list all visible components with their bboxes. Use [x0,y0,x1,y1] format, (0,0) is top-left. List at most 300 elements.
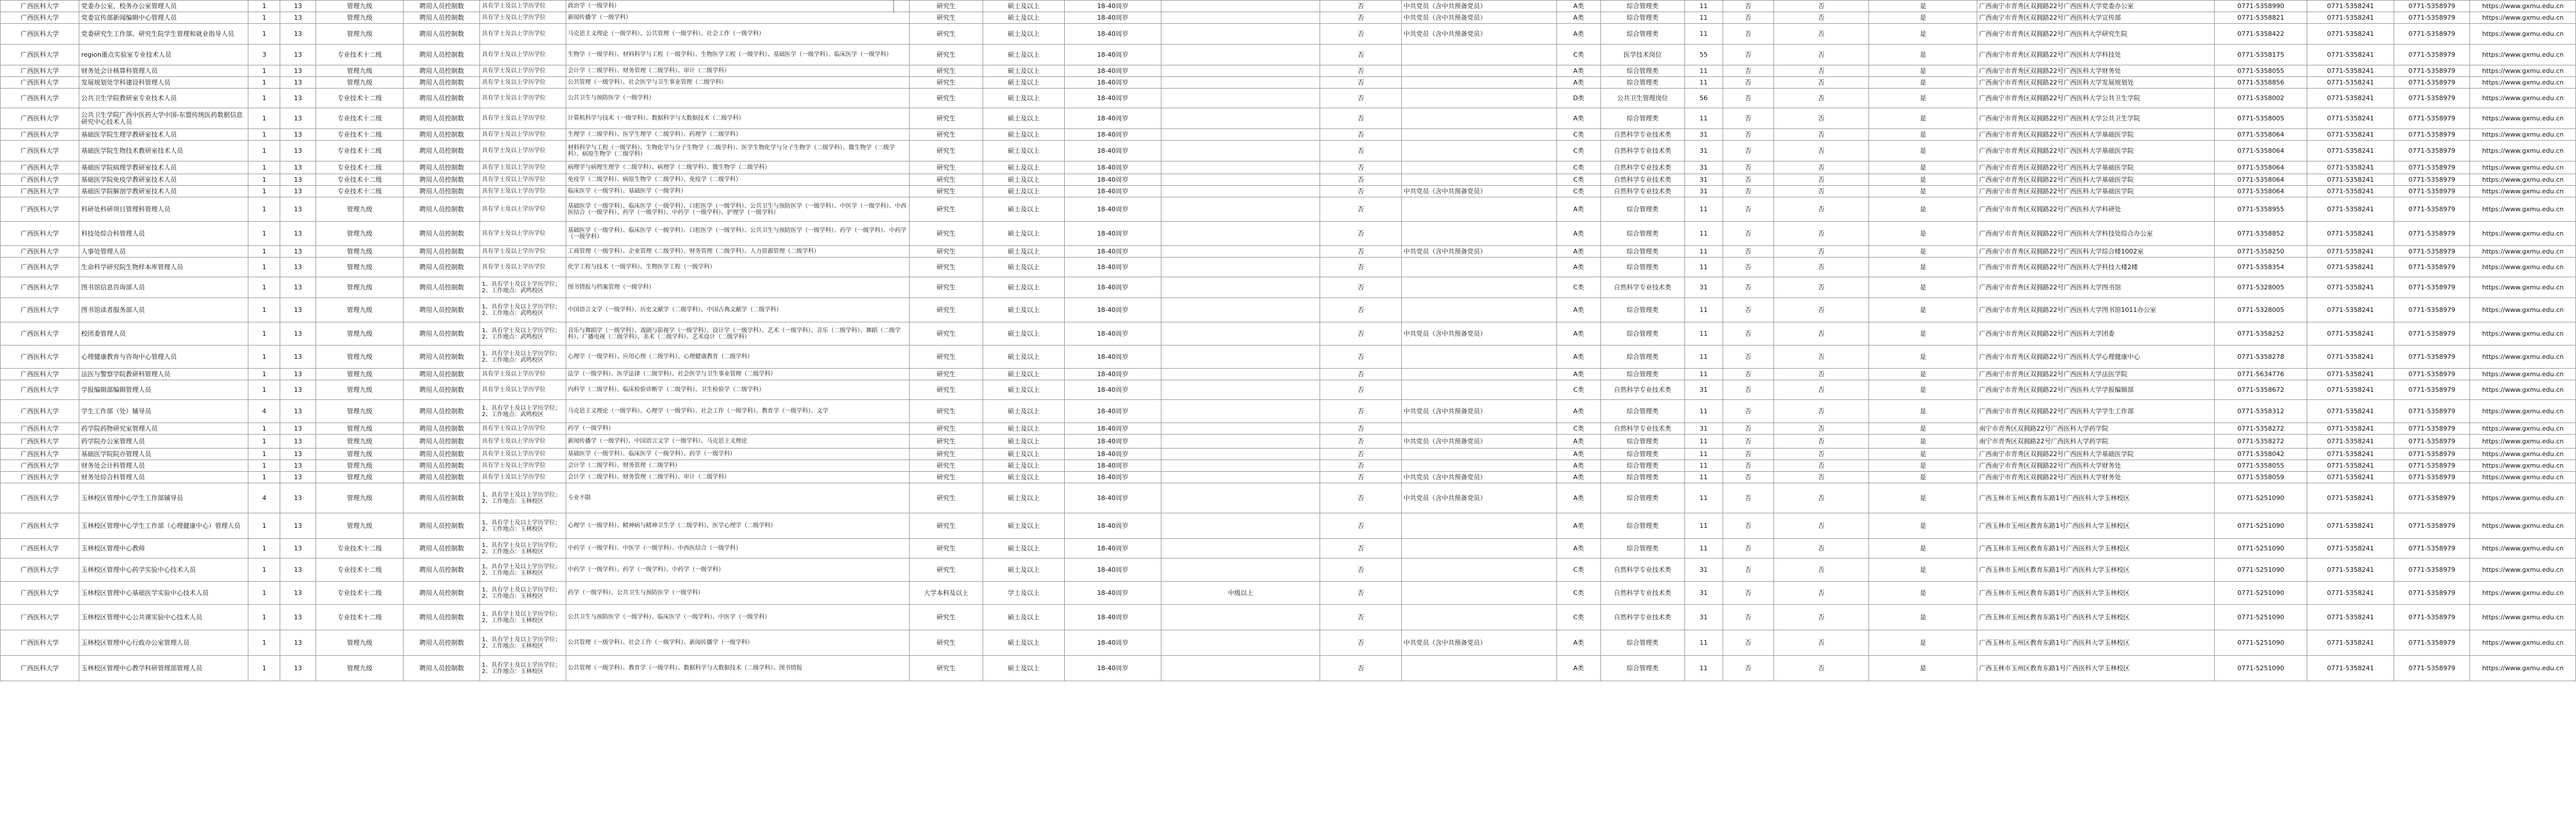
cell-ratio[interactable]: 否 [1773,24,1869,45]
cell-phone[interactable]: 0771-5358856 [2214,77,2307,89]
cell-title-req[interactable] [1161,161,1320,174]
cell-phone[interactable]: 0771-5358990 [2214,1,2307,12]
cell-political[interactable]: 中共党员（含中共预备党员） [1402,483,1557,513]
cell-exempt[interactable]: 否 [1723,141,1773,161]
cell-grassroots[interactable]: 否 [1320,174,1402,186]
cell-phone[interactable]: 0771-5358672 [2214,380,2307,400]
cell-quota[interactable]: 聘用人员控制数 [404,656,480,681]
cell-political[interactable]: 中共党员（含中共预备党员） [1402,630,1557,656]
cell-title-req[interactable] [1161,24,1320,45]
cell-website[interactable]: https://www.gxmu.edu.cn [2470,1,2576,12]
cell-phone[interactable]: 0771-5251090 [2214,656,2307,681]
cell-age[interactable]: 18-40周岁 [1064,277,1161,298]
cell-ratio[interactable]: 否 [1773,277,1869,298]
cell-position[interactable]: region重点实验室专业技术人员 [79,45,248,65]
cell-grade[interactable]: 管理九级 [316,369,404,380]
cell-ratio[interactable]: 否 [1773,472,1869,483]
cell-education[interactable]: 研究生 [909,108,983,129]
cell-category-code[interactable]: 11 [1684,630,1723,656]
cell-address[interactable]: 广西南宁市青秀区双拥路22号广西医科大学发展规划处 [1977,77,2215,89]
cell-category-code[interactable]: 11 [1684,346,1723,369]
cell-fax[interactable]: 0771-5358241 [2307,258,2394,277]
cell-code[interactable]: 13 [280,24,316,45]
cell-degree[interactable]: 硕士及以上 [983,277,1065,298]
cell-code[interactable]: 13 [280,630,316,656]
cell-website[interactable]: https://www.gxmu.edu.cn [2470,380,2576,400]
cell-employer[interactable]: 广西医科大学 [1,582,79,605]
cell-headcount[interactable]: 4 [248,400,280,423]
cell-position[interactable]: 玉林校区管理中心公共课实验中心技术人员 [79,605,248,630]
cell-category[interactable]: 自然科学专业技术类 [1600,423,1684,435]
cell-headcount[interactable]: 1 [248,423,280,435]
cell-grassroots[interactable]: 否 [1320,108,1402,129]
cell-code[interactable]: 13 [280,322,316,346]
cell-grassroots[interactable]: 否 [1320,298,1402,322]
cell-quota[interactable]: 聘用人员控制数 [404,89,480,108]
cell-education[interactable]: 研究生 [909,77,983,89]
cell-category-code[interactable]: 11 [1684,539,1723,559]
cell-headcount[interactable]: 1 [248,559,280,582]
cell-degree[interactable]: 学士及以上 [983,582,1065,605]
cell-exam-type[interactable]: C类 [1557,186,1601,197]
cell-degree[interactable]: 硕士及以上 [983,483,1065,513]
table-row[interactable] [1,513,2576,539]
cell-quota[interactable]: 聘用人员控制数 [404,322,480,346]
cell-quota[interactable]: 聘用人员控制数 [404,483,480,513]
cell-category[interactable]: 自然科学专业技术类 [1600,277,1684,298]
cell-major[interactable]: 工商管理（一级学科）、企业管理（二级学科）、财务管理（二级学科）、人力资源管理（二级学科） [566,246,909,258]
cell-major[interactable]: 音乐与舞蹈学（一级学科）、戏剧与影视学（一级学科）、设计学（一级学科）、艺术（一级学科）、音乐（二级学科）、舞蹈（二级学科）、广播电视（二级学科）、美术（二级学科）、艺术设计（二级学科） [566,322,909,346]
cell-website[interactable]: https://www.gxmu.edu.cn [2470,277,2576,298]
cell-category-code[interactable]: 31 [1684,186,1723,197]
cell-employer[interactable]: 广西医科大学 [1,435,79,449]
cell-political[interactable] [1402,423,1557,435]
cell-exam-type[interactable]: A类 [1557,197,1601,222]
cell-website[interactable]: https://www.gxmu.edu.cn [2470,605,2576,630]
table-row[interactable] [1,12,2576,24]
cell-title-req[interactable] [1161,460,1320,472]
cell-grade[interactable]: 管理九级 [316,400,404,423]
cell-employer[interactable]: 广西医科大学 [1,346,79,369]
cell-code[interactable]: 13 [280,582,316,605]
cell-quota[interactable]: 聘用人员控制数 [404,400,480,423]
table-row[interactable] [1,141,2576,161]
cell-grassroots[interactable]: 否 [1320,65,1402,77]
cell-exempt[interactable]: 否 [1723,346,1773,369]
table-row[interactable] [1,423,2576,435]
cell-ratio[interactable]: 否 [1773,174,1869,186]
cell-grade[interactable]: 专业技术十二级 [316,129,404,141]
cell-website[interactable]: https://www.gxmu.edu.cn [2470,174,2576,186]
cell-age[interactable]: 18-40周岁 [1064,423,1161,435]
cell-exempt[interactable]: 否 [1723,277,1773,298]
cell-requirement[interactable]: 1、具有学士及以上学历学位；2、工作地点：玉林校区 [480,513,566,539]
cell-degree[interactable]: 硕士及以上 [983,460,1065,472]
cell-position[interactable]: 玉林校区管理中心学生工作部（心理健康中心）管理人员 [79,513,248,539]
cell-online[interactable]: 是 [1869,656,1977,681]
cell-major[interactable]: 政治学（一级学科） [566,1,909,12]
cell-employer[interactable]: 广西医科大学 [1,483,79,513]
cell-online[interactable]: 是 [1869,129,1977,141]
cell-category-code[interactable]: 31 [1684,423,1723,435]
cell-position[interactable]: 发展规划处学科建设科管理人员 [79,77,248,89]
cell-age[interactable]: 18-40周岁 [1064,435,1161,449]
cell-website[interactable]: https://www.gxmu.edu.cn [2470,24,2576,45]
cell-employer[interactable]: 广西医科大学 [1,246,79,258]
cell-category-code[interactable]: 11 [1684,298,1723,322]
cell-fax[interactable]: 0771-5358241 [2307,400,2394,423]
cell-age[interactable]: 18-40周岁 [1064,369,1161,380]
cell-age[interactable]: 18-40周岁 [1064,258,1161,277]
cell-requirement[interactable]: 1、具有学士及以上学历学位；2、工作地点：玉林校区 [480,656,566,681]
cell-position[interactable]: 学报编辑部编辑管理人员 [79,380,248,400]
cell-fax[interactable]: 0771-5358241 [2307,513,2394,539]
cell-exempt[interactable]: 否 [1723,197,1773,222]
cell-age[interactable]: 18-40周岁 [1064,559,1161,582]
cell-grade[interactable]: 管理九级 [316,222,404,246]
cell-grade[interactable]: 专业技术十二级 [316,539,404,559]
cell-position[interactable]: 生命科学研究院生物样本库管理人员 [79,258,248,277]
cell-title-req[interactable] [1161,258,1320,277]
cell-exam-type[interactable]: A类 [1557,65,1601,77]
cell-employer[interactable]: 广西医科大学 [1,186,79,197]
cell-quota[interactable]: 聘用人员控制数 [404,246,480,258]
cell-address[interactable]: 广西南宁市青秀区双拥路22号广西医科大学宣传部 [1977,12,2215,24]
cell-requirement[interactable]: 具有学士及以上学历学位 [480,45,566,65]
cell-category-code[interactable]: 11 [1684,435,1723,449]
cell-education[interactable]: 研究生 [909,246,983,258]
cell-employer[interactable]: 广西医科大学 [1,380,79,400]
cell-address[interactable]: 广西南宁市青秀区双拥路22号广西医科大学基础医学院 [1977,129,2215,141]
cell-code[interactable]: 13 [280,161,316,174]
cell-category-code[interactable]: 11 [1684,222,1723,246]
table-row[interactable] [1,186,2576,197]
cell-exam-type[interactable]: A类 [1557,630,1601,656]
cell-online[interactable]: 是 [1869,380,1977,400]
cell-title-req[interactable] [1161,186,1320,197]
cell-category[interactable]: 综合管理类 [1600,346,1684,369]
cell-website[interactable]: https://www.gxmu.edu.cn [2470,369,2576,380]
cell-headcount[interactable]: 1 [248,197,280,222]
cell-code[interactable]: 13 [280,435,316,449]
cell-degree[interactable]: 硕士及以上 [983,513,1065,539]
table-row[interactable] [1,380,2576,400]
cell-category-code[interactable]: 11 [1684,656,1723,681]
cell-online[interactable]: 是 [1869,174,1977,186]
cell-title-req[interactable] [1161,277,1320,298]
cell-phone[interactable]: 0771-5358354 [2214,258,2307,277]
cell-address[interactable]: 南宁市青秀区双拥路22号广西医科大学药学院 [1977,423,2215,435]
cell-exam-type[interactable]: A类 [1557,1,1601,12]
cell-employer[interactable]: 广西医科大学 [1,108,79,129]
cell-online[interactable]: 是 [1869,186,1977,197]
cell-online[interactable]: 是 [1869,197,1977,222]
cell-exempt[interactable]: 否 [1723,45,1773,65]
cell-title-req[interactable] [1161,380,1320,400]
cell-employer[interactable]: 广西医科大学 [1,559,79,582]
cell-headcount[interactable]: 1 [248,1,280,12]
cell-exempt[interactable]: 否 [1723,423,1773,435]
cell-age[interactable]: 18-40周岁 [1064,513,1161,539]
cell-address[interactable]: 广西南宁市青秀区双拥路22号广西医科大学图书馆 [1977,277,2215,298]
cell-political[interactable] [1402,656,1557,681]
cell-quota[interactable]: 聘用人员控制数 [404,423,480,435]
cell-major[interactable]: 心理学（一级学科）、应用心理（二级学科）、心理健康教育（二级学科） [566,346,909,369]
table-row[interactable] [1,45,2576,65]
cell-grassroots[interactable]: 否 [1320,539,1402,559]
cell-education[interactable]: 研究生 [909,174,983,186]
cell-degree[interactable]: 硕士及以上 [983,1,1065,12]
cell-major[interactable]: 会计学（二级学科）、财务管理（二级学科）、审计（二级学科） [566,65,909,77]
cell-ratio[interactable]: 否 [1773,12,1869,24]
cell-exam-type[interactable]: A类 [1557,346,1601,369]
cell-phone[interactable]: 0771-5358064 [2214,129,2307,141]
cell-title-req[interactable] [1161,346,1320,369]
cell-category[interactable]: 综合管理类 [1600,197,1684,222]
cell-age[interactable]: 18-40周岁 [1064,483,1161,513]
cell-hotline[interactable]: 0771-5358979 [2394,400,2470,423]
cell-grassroots[interactable]: 否 [1320,483,1402,513]
cell-requirement[interactable]: 1、具有学士及以上学历学位；2、工作地点：武鸣校区 [480,298,566,322]
cell-political[interactable] [1402,539,1557,559]
cell-requirement[interactable]: 1、具有学士及以上学历学位；2、工作地点：玉林校区 [480,630,566,656]
cell-age[interactable]: 18-40周岁 [1064,1,1161,12]
cell-hotline[interactable]: 0771-5358979 [2394,1,2470,12]
cell-degree[interactable]: 硕士及以上 [983,246,1065,258]
cell-headcount[interactable]: 1 [248,605,280,630]
cell-position[interactable]: 玉林校区管理中心行政办公室管理人员 [79,630,248,656]
cell-political[interactable] [1402,129,1557,141]
cell-exempt[interactable]: 否 [1723,449,1773,460]
cell-title-req[interactable] [1161,559,1320,582]
cell-degree[interactable]: 硕士及以上 [983,605,1065,630]
cell-phone[interactable]: 0771-5358175 [2214,45,2307,65]
cell-ratio[interactable]: 否 [1773,161,1869,174]
cell-address[interactable]: 广西玉林市玉州区教育东路1号广西医科大学玉林校区 [1977,559,2215,582]
cell-category[interactable]: 综合管理类 [1600,630,1684,656]
cell-quota[interactable]: 聘用人员控制数 [404,65,480,77]
cell-address[interactable]: 广西玉林市玉州区教育东路1号广西医科大学玉林校区 [1977,483,2215,513]
cell-category-code[interactable]: 55 [1684,45,1723,65]
cell-category-code[interactable]: 11 [1684,449,1723,460]
cell-grade[interactable]: 管理九级 [316,246,404,258]
cell-code[interactable]: 13 [280,141,316,161]
cell-category-code[interactable]: 11 [1684,369,1723,380]
cell-website[interactable]: https://www.gxmu.edu.cn [2470,222,2576,246]
cell-ratio[interactable]: 否 [1773,1,1869,12]
cell-education[interactable]: 研究生 [909,197,983,222]
cell-website[interactable]: https://www.gxmu.edu.cn [2470,77,2576,89]
cell-website[interactable]: https://www.gxmu.edu.cn [2470,472,2576,483]
cell-employer[interactable]: 广西医科大学 [1,197,79,222]
cell-category[interactable]: 自然科学专业技术类 [1600,559,1684,582]
cell-position[interactable]: 基础医学院解剖学教研室技术人员 [79,186,248,197]
cell-headcount[interactable]: 1 [248,108,280,129]
cell-requirement[interactable]: 具有学士及以上学历学位 [480,108,566,129]
cell-category[interactable]: 自然科学专业技术类 [1600,582,1684,605]
cell-position[interactable]: 党委办公室、校务办公室管理人员 [79,1,248,12]
cell-hotline[interactable]: 0771-5358979 [2394,246,2470,258]
cell-website[interactable]: https://www.gxmu.edu.cn [2470,346,2576,369]
cell-exempt[interactable]: 否 [1723,174,1773,186]
cell-online[interactable]: 是 [1869,346,1977,369]
cell-headcount[interactable]: 1 [248,258,280,277]
cell-headcount[interactable]: 1 [248,460,280,472]
cell-ratio[interactable]: 否 [1773,141,1869,161]
cell-exempt[interactable]: 否 [1723,24,1773,45]
cell-hotline[interactable]: 0771-5358979 [2394,435,2470,449]
cell-employer[interactable]: 广西医科大学 [1,277,79,298]
cell-requirement[interactable]: 具有学士及以上学历学位 [480,65,566,77]
cell-website[interactable]: https://www.gxmu.edu.cn [2470,246,2576,258]
cell-requirement[interactable]: 具有学士及以上学历学位 [480,435,566,449]
table-row[interactable] [1,472,2576,483]
cell-website[interactable]: https://www.gxmu.edu.cn [2470,656,2576,681]
cell-exam-type[interactable]: C类 [1557,423,1601,435]
cell-grade[interactable]: 管理九级 [316,630,404,656]
table-row[interactable] [1,539,2576,559]
cell-website[interactable]: https://www.gxmu.edu.cn [2470,197,2576,222]
cell-grade[interactable]: 专业技术十二级 [316,174,404,186]
cell-code[interactable]: 13 [280,346,316,369]
cell-online[interactable]: 是 [1869,12,1977,24]
cell-grade[interactable]: 管理九级 [316,65,404,77]
cell-code[interactable]: 13 [280,559,316,582]
cell-hotline[interactable]: 0771-5358979 [2394,108,2470,129]
cell-grassroots[interactable]: 否 [1320,77,1402,89]
table-row[interactable] [1,1,2576,12]
cell-exempt[interactable]: 否 [1723,380,1773,400]
cell-age[interactable]: 18-40周岁 [1064,472,1161,483]
cell-category[interactable]: 综合管理类 [1600,246,1684,258]
cell-fax[interactable]: 0771-5358241 [2307,222,2394,246]
cell-grassroots[interactable]: 否 [1320,322,1402,346]
cell-hotline[interactable]: 0771-5358979 [2394,423,2470,435]
cell-quota[interactable]: 聘用人员控制数 [404,605,480,630]
cell-degree[interactable]: 硕士及以上 [983,369,1065,380]
table-row[interactable] [1,460,2576,472]
cell-employer[interactable]: 广西医科大学 [1,400,79,423]
cell-fax[interactable]: 0771-5358241 [2307,197,2394,222]
cell-position[interactable]: 心理健康教育与咨询中心管理人员 [79,346,248,369]
cell-phone[interactable]: 0771-5358064 [2214,174,2307,186]
cell-exempt[interactable]: 否 [1723,472,1773,483]
cell-grade[interactable]: 专业技术十二级 [316,186,404,197]
cell-age[interactable]: 18-40周岁 [1064,89,1161,108]
cell-code[interactable]: 13 [280,460,316,472]
cell-online[interactable]: 是 [1869,605,1977,630]
cell-education[interactable]: 研究生 [909,322,983,346]
cell-exempt[interactable]: 否 [1723,322,1773,346]
cell-major[interactable]: 生物学（一级学科）、材料科学与工程（一级学科）、生物医学工程（一级学科）、基础医学（一级学科）、临床医学（一级学科） [566,45,909,65]
cell-category-code[interactable]: 11 [1684,197,1723,222]
cell-grassroots[interactable]: 否 [1320,1,1402,12]
cell-age[interactable]: 18-40周岁 [1064,449,1161,460]
cell-political[interactable] [1402,77,1557,89]
cell-phone[interactable]: 0771-5358042 [2214,449,2307,460]
cell-code[interactable]: 13 [280,483,316,513]
cell-education[interactable]: 研究生 [909,472,983,483]
cell-age[interactable]: 18-40周岁 [1064,174,1161,186]
cell-title-req[interactable] [1161,129,1320,141]
cell-code[interactable]: 13 [280,298,316,322]
cell-title-req[interactable] [1161,298,1320,322]
cell-online[interactable]: 是 [1869,222,1977,246]
cell-phone[interactable]: 0771-5328005 [2214,277,2307,298]
cell-requirement[interactable]: 具有学士及以上学历学位 [480,246,566,258]
cell-employer[interactable]: 广西医科大学 [1,460,79,472]
cell-employer[interactable]: 广西医科大学 [1,65,79,77]
cell-fax[interactable]: 0771-5358241 [2307,1,2394,12]
table-row[interactable] [1,277,2576,298]
cell-position[interactable]: 科研处科研项目管理科管理人员 [79,197,248,222]
cell-grassroots[interactable]: 否 [1320,346,1402,369]
cell-phone[interactable]: 0771-5358852 [2214,222,2307,246]
cell-exempt[interactable]: 否 [1723,559,1773,582]
cell-website[interactable]: https://www.gxmu.edu.cn [2470,12,2576,24]
cell-grade[interactable]: 管理九级 [316,435,404,449]
cell-code[interactable]: 13 [280,65,316,77]
cell-degree[interactable]: 硕士及以上 [983,322,1065,346]
cell-ratio[interactable]: 否 [1773,460,1869,472]
cell-ratio[interactable]: 否 [1773,483,1869,513]
cell-political[interactable] [1402,174,1557,186]
cell-major[interactable]: 中药学（一级学科）、中医学（一级学科）、中西医结合（一级学科） [566,539,909,559]
cell-fax[interactable]: 0771-5358241 [2307,630,2394,656]
cell-exempt[interactable]: 否 [1723,605,1773,630]
cell-website[interactable]: https://www.gxmu.edu.cn [2470,435,2576,449]
cell-exam-type[interactable]: A类 [1557,322,1601,346]
cell-category[interactable]: 综合管理类 [1600,24,1684,45]
cell-title-req[interactable] [1161,369,1320,380]
table-row[interactable] [1,630,2576,656]
cell-exempt[interactable]: 否 [1723,186,1773,197]
cell-quota[interactable]: 聘用人员控制数 [404,298,480,322]
cell-quota[interactable]: 聘用人员控制数 [404,539,480,559]
cell-hotline[interactable]: 0771-5358979 [2394,186,2470,197]
cell-headcount[interactable]: 1 [248,369,280,380]
table-row[interactable] [1,559,2576,582]
cell-age[interactable]: 18-40周岁 [1064,24,1161,45]
cell-headcount[interactable]: 1 [248,435,280,449]
cell-age[interactable]: 18-40周岁 [1064,12,1161,24]
cell-political[interactable] [1402,45,1557,65]
cell-major[interactable]: 公共管理（一级学科）、社会工作（一级学科）、新闻传播学（一级学科） [566,630,909,656]
cell-phone[interactable]: 0771-5634776 [2214,369,2307,380]
cell-category-code[interactable]: 11 [1684,460,1723,472]
cell-exam-type[interactable]: A类 [1557,258,1601,277]
cell-grassroots[interactable]: 否 [1320,656,1402,681]
cell-grade[interactable]: 专业技术十二级 [316,559,404,582]
cell-category-code[interactable]: 31 [1684,277,1723,298]
cell-exempt[interactable]: 否 [1723,582,1773,605]
cell-exam-type[interactable]: A类 [1557,472,1601,483]
cell-grassroots[interactable]: 否 [1320,605,1402,630]
cell-requirement[interactable]: 具有学士及以上学历学位 [480,186,566,197]
cell-grassroots[interactable]: 否 [1320,258,1402,277]
cell-exam-type[interactable]: C类 [1557,605,1601,630]
cell-category[interactable]: 公共卫生管理岗位 [1600,89,1684,108]
cell-ratio[interactable]: 否 [1773,449,1869,460]
cell-exam-type[interactable]: A类 [1557,369,1601,380]
cell-requirement[interactable]: 具有学士及以上学历学位 [480,129,566,141]
cell-education[interactable]: 研究生 [909,460,983,472]
table-row[interactable] [1,77,2576,89]
cell-exam-type[interactable]: A类 [1557,400,1601,423]
cell-political[interactable] [1402,380,1557,400]
cell-age[interactable]: 18-40周岁 [1064,380,1161,400]
cell-hotline[interactable]: 0771-5358979 [2394,460,2470,472]
